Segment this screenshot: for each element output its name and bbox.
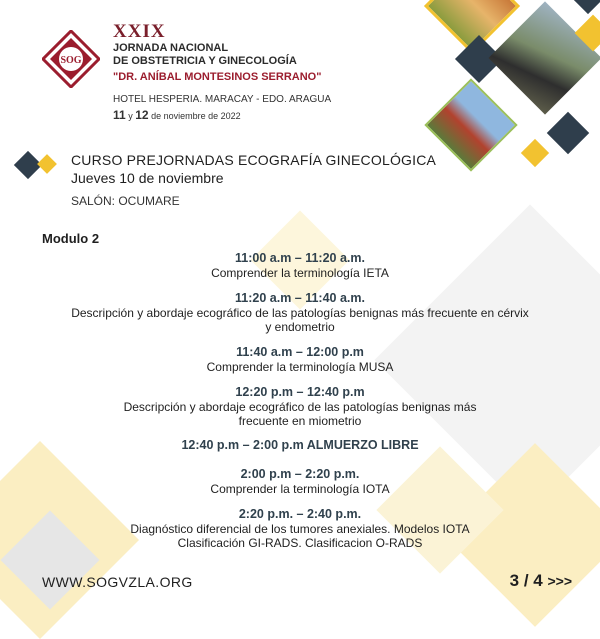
event-dates: 11 y 12 de noviembre de 2022 — [113, 108, 241, 122]
event-title-line2: DE OBSTETRICIA Y GINECOLOGÍA — [113, 55, 297, 67]
slot-description: Comprender la terminología IOTA — [210, 482, 390, 496]
schedule-slot — [60, 344, 540, 374]
sog-logo — [42, 30, 100, 88]
edition-number: XXIX — [113, 21, 166, 42]
page-number: 3 / 4 — [509, 571, 543, 590]
page-indicator[interactable] — [510, 571, 572, 591]
schedule-slot — [60, 290, 540, 334]
diamond-navy-right — [547, 112, 589, 154]
event-header — [113, 22, 423, 122]
diamond-gold-small — [521, 139, 549, 167]
slot-description: Comprender la terminología IETA — [211, 266, 389, 280]
slot-time: 11:20 a.m – 11:40 a.m. — [235, 291, 365, 305]
website-link[interactable]: WWW.SOGVZLA.ORG — [42, 574, 193, 590]
slot-description: Diagnóstico diferencial de los tumores anexiales. Modelos IOTA Clasificación GI-RADS. Clasificacion O-RADS — [130, 522, 470, 550]
slot-description: Comprender la terminología MUSA — [206, 360, 394, 374]
course-info — [71, 152, 436, 208]
course-title: CURSO PREJORNADAS ECOGRAFÍA GINECOLÓGICA — [71, 152, 437, 168]
slot-time: 12:20 p.m – 12:40 p.m — [235, 385, 365, 399]
schedule-slot — [60, 384, 540, 428]
slot-time: 2:20 p.m. – 2:40 p.m. — [238, 507, 362, 521]
schedule-slot — [60, 466, 540, 496]
slot-time: 2:00 p.m – 2:20 p.m. — [240, 467, 360, 481]
venue: HOTEL HESPERIA. MARACAY - EDO. ARAGUA — [113, 94, 332, 105]
slot-description: Descripción y abordaje ecográfico de las patologías benignas más frecuente en miometrio — [123, 400, 477, 428]
slot-time: 11:00 a.m – 11:20 a.m. — [235, 251, 365, 265]
module-label: Modulo 2 — [42, 231, 100, 246]
next-arrows-icon: >>> — [547, 573, 572, 589]
bullet-diamond-gold — [37, 154, 57, 174]
schedule-slot — [60, 250, 540, 280]
lunch-break: 12:40 p.m – 2:00 p.m ALMUERZO LIBRE — [181, 438, 419, 452]
course-room: SALÓN: OCUMARE — [71, 194, 180, 208]
logo-text: SOG — [60, 55, 82, 66]
honoree-name: "DR. ANÍBAL MONTESINOS SERRANO" — [113, 71, 322, 83]
photo-city-tower — [424, 78, 517, 171]
diamond-navy-topright-corner — [574, 0, 600, 14]
slot-time: 11:40 a.m – 12:00 p.m — [236, 345, 364, 359]
course-day: Jueves 10 de noviembre — [71, 170, 224, 186]
event-title-line1: JORNADA NACIONAL — [113, 42, 229, 54]
schedule-slot — [60, 506, 540, 550]
slot-description: Descripción y abordaje ecográfico de las patologías benignas más frecuente en cérvix y endometrio — [71, 306, 529, 334]
schedule — [60, 250, 540, 560]
